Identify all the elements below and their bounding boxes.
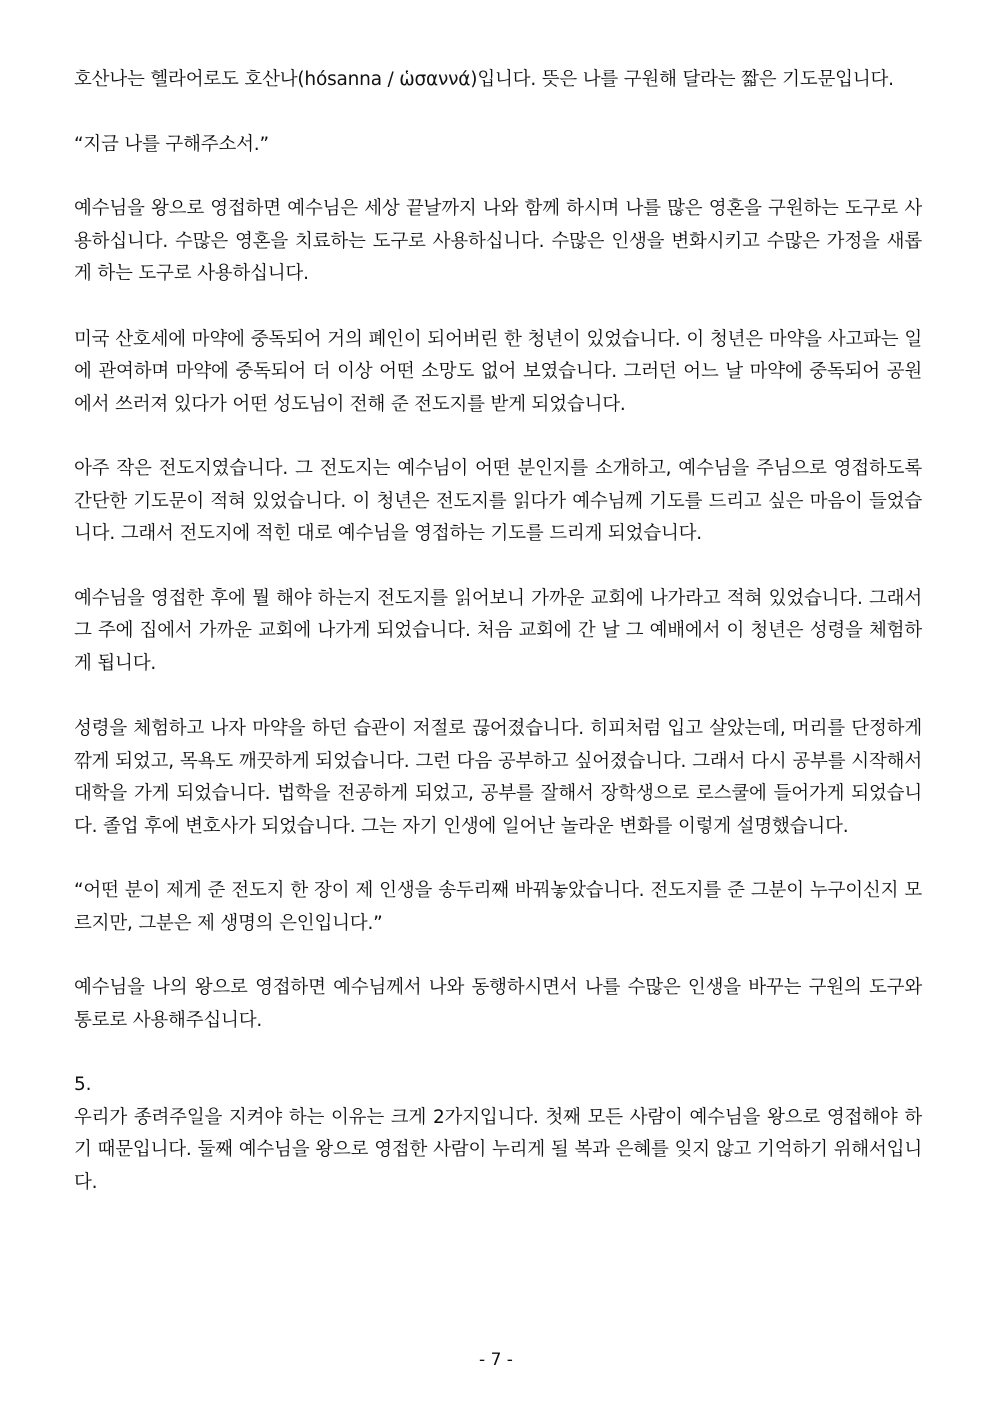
paragraph-transformation: 성령을 체험하고 나자 마약을 하던 습관이 저절로 끊어졌습니다. 히피처럼 입고 살았는데, 머리를 단정하게 깎게 되었고, 목욕도 깨끗하게 되었습니다. 그런 다음 공부하고 싶어졌습니다. 그래서 다시 공부를 시작해서 대학을 가게 되었습니다. 법학을 전공하게 되었고, 공부를 잘해서 장학생으로 로스쿨에 들어가게 되었습니다. 졸업 후에 변호사가 되었습니다. 그는 자기 인생에 일어난 놀라운 변화를 이렇게 설명했습니다. [74, 718, 922, 837]
paragraph-prayer-quote: “지금 나를 구해주소서.” [74, 133, 269, 155]
paragraph-palm-sunday-reasons: 우리가 종려주일을 지켜야 하는 이유는 크게 2가지입니다. 첫째 모든 사람이 예수님을 왕으로 영접해야 하기 때문입니다. 둘째 예수님을 왕으로 영접한 사람이 누리게 될 복과 은혜를 잊지 않고 기억하기 위해서입니다. [74, 1106, 922, 1193]
paragraph-salvation-tool: 예수님을 나의 왕으로 영접하면 예수님께서 나와 동행하시면서 나를 수많은 인생을 바꾸는 구원의 도구와 통로로 사용해주십니다. [74, 977, 922, 1031]
paragraph-church-visit: 예수님을 영접한 후에 뭘 해야 하는지 전도지를 읽어보니 가까운 교회에 나가라고 적혀 있었습니다. 그래서 그 주에 집에서 가까운 교회에 나가게 되었습니다. 처음 교회에 간 날 그 예배에서 이 청년은 성령을 체험하게 됩니다. [74, 587, 922, 674]
paragraph-king-reception: 예수님을 왕으로 영접하면 예수님은 세상 끝날까지 나와 함께 하시며 나를 많은 영혼을 구원하는 도구로 사용하십니다. 수많은 영혼을 치료하는 도구로 사용하십니다. 수많은 인생을 변화시키고 수많은 가정을 새롭게 하는 도구로 사용하십니다. [74, 198, 922, 284]
paragraph-hosanna-meaning: 호산나는 헬라어로도 호산나(hósanna / ὡσαννά)입니다. 뜻은 나를 구원해 달라는 짧은 기도문입니다. [74, 69, 894, 90]
paragraph-testimony-quote: “어떤 분이 제게 준 전도지 한 장이 제 인생을 송두리째 바꿔놓았습니다. 전도지를 준 그분이 누구이신지 모르지만, 그분은 제 생명의 은인입니다.” [74, 880, 922, 934]
section-number: 5. [74, 1074, 92, 1095]
page-number: - 7 - [479, 1350, 513, 1370]
paragraph-tract: 아주 작은 전도지였습니다. 그 전도지는 예수님이 어떤 분인지를 소개하고, 예수님을 주님으로 영접하도록 간단한 기도문이 적혀 있었습니다. 이 청년은 전도지를 읽다가 예수님께 기도를 드리고 싶은 마음이 들었습니다. 그래서 전도지에 적힌 대로 예수님을 영접하는 기도를 드리게 되었습니다. [74, 458, 922, 544]
paragraph-san-jose-story: 미국 산호세에 마약에 중독되어 거의 폐인이 되어버린 한 청년이 있었습니다. 이 청년은 마약을 사고파는 일에 관여하며 마약에 중독되어 더 이상 어떤 소망도 없어 보였습니다. 그러던 어느 날 마약에 중독되어 공원에서 쓰러져 있다가 어떤 성도님이 전해 준 전도지를 받게 되었습니다. [74, 328, 922, 415]
document-page [74, 64, 922, 1199]
